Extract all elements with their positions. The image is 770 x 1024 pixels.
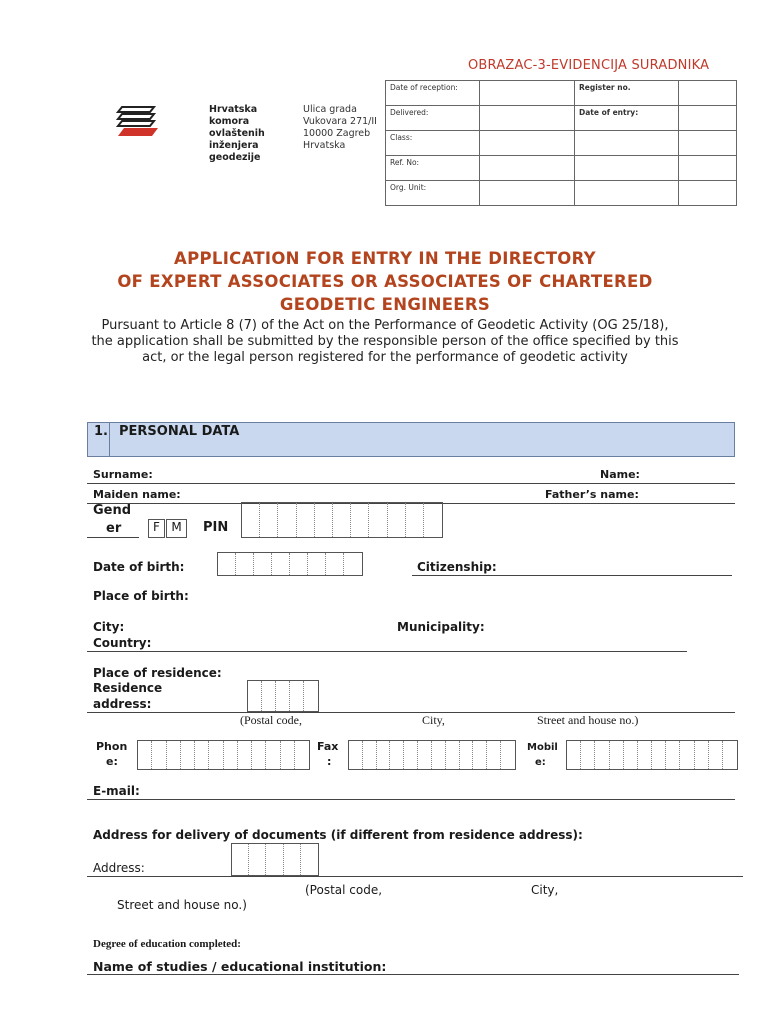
gender-m-option[interactable]: M (166, 519, 187, 538)
delivery-address-heading: Address for delivery of documents (if different from residence address): (93, 828, 583, 842)
postal-code-hint-2: (Postal code, (305, 883, 383, 897)
country-label: Country: (93, 636, 152, 650)
section-title: PERSONAL DATA (119, 424, 240, 439)
org-address-line: Ulica grada (303, 104, 357, 115)
chamber-logo-icon (116, 103, 160, 137)
reg-label: Date of reception: (386, 81, 480, 106)
residence-postal-code-input[interactable] (247, 680, 319, 712)
reg-delivered-field[interactable] (480, 106, 575, 131)
mobile-label-a: Mobil (527, 742, 558, 753)
studies-label: Name of studies / educational institution: (93, 959, 387, 974)
delivery-address-line[interactable] (87, 876, 743, 877)
reg-ref-field[interactable] (480, 156, 575, 181)
reg-label: Ref. No: (386, 156, 480, 181)
mobile-input[interactable] (566, 740, 738, 770)
gender-label-b: er (106, 521, 122, 536)
email-line[interactable] (87, 799, 735, 800)
delivery-postal-code-input[interactable] (231, 843, 319, 876)
form-code: OBRAZAC-3-EVIDENCIJA SURADNIKA (468, 58, 710, 73)
postal-code-hint: (Postal code, (240, 713, 302, 727)
city-label: City: (93, 620, 125, 634)
reg-register-no-field[interactable] (679, 81, 737, 106)
fax-label-a: Fax (317, 740, 339, 753)
reg-cell[interactable] (679, 131, 737, 156)
reg-date-reception-field[interactable] (480, 81, 575, 106)
org-address-line: Vukovara 271/II (303, 116, 377, 127)
pin-label: PIN (203, 520, 229, 535)
phone-label-b: e: (106, 755, 118, 768)
org-address-line: 10000 Zagreb (303, 128, 371, 139)
org-name-line: komora (209, 116, 250, 127)
place-of-birth-line[interactable] (87, 651, 687, 652)
street-hint: Street and house no.) (537, 713, 639, 727)
reg-cell[interactable] (679, 181, 737, 206)
org-address (303, 104, 377, 152)
email-label: E-mail: (93, 784, 140, 798)
section-number: 1. (88, 423, 110, 456)
title-line: APPLICATION FOR ENTRY IN THE DIRECTORY (174, 249, 596, 268)
fax-input[interactable] (348, 740, 516, 770)
title-line: GEODETIC ENGINEERS (279, 295, 491, 314)
document-title (0, 247, 770, 316)
reg-label: Date of entry: (575, 106, 679, 131)
municipality-label: Municipality: (397, 620, 485, 634)
fathers-name-label: Father’s name: (545, 488, 639, 501)
org-name-line: geodezije (209, 152, 261, 163)
city-hint: City, (422, 713, 445, 727)
city-hint-2: City, (531, 883, 559, 897)
studies-line[interactable] (87, 974, 739, 975)
intro-paragraph: Pursuant to Article 8 (7) of the Act on the Performance of Geodetic Activity (OG 25/18), the application shall be submitted by the responsible person of the office specified by this act, or the legal person registered for the performance of geodetic activity (91, 318, 679, 365)
reg-cell[interactable] (575, 131, 679, 156)
reg-label: Register no. (575, 81, 679, 106)
fax-label-b: : (327, 755, 332, 768)
phone-label-a: Phon (96, 740, 128, 753)
citizenship-line[interactable] (412, 575, 732, 576)
residence-address-label-a: Residence (93, 681, 163, 695)
reg-label: Delivered: (386, 106, 480, 131)
reg-org-unit-field[interactable] (480, 181, 575, 206)
pin-input[interactable] (241, 502, 443, 538)
org-address-line: Hrvatska (303, 140, 346, 151)
surname-name-line[interactable] (87, 483, 735, 484)
org-name-line: Hrvatska (209, 104, 258, 115)
street-hint-2: Street and house no.) (117, 898, 247, 912)
org-name-line: ovlaštenih (209, 128, 265, 139)
surname-label: Surname: (93, 468, 153, 481)
date-of-birth-label: Date of birth: (93, 560, 185, 574)
address-label: Address: (93, 861, 145, 875)
phone-input[interactable] (137, 740, 310, 770)
reg-label: Org. Unit: (386, 181, 480, 206)
place-of-residence-label: Place of residence: (93, 666, 222, 680)
reg-label: Class: (386, 131, 480, 156)
registration-table (385, 80, 737, 206)
reg-class-field[interactable] (480, 131, 575, 156)
section-header (87, 422, 735, 457)
gender-label-a: Gend (93, 503, 132, 518)
name-label: Name: (600, 468, 640, 481)
residence-address-label-b: address: (93, 697, 152, 711)
education-label: Degree of education completed: (93, 938, 241, 950)
org-name (209, 104, 265, 164)
citizenship-label: Citizenship: (417, 560, 497, 574)
date-of-birth-input[interactable] (217, 552, 363, 576)
reg-cell[interactable] (679, 156, 737, 181)
gender-underline (87, 537, 139, 538)
reg-date-entry-field[interactable] (679, 106, 737, 131)
reg-cell[interactable] (575, 181, 679, 206)
org-name-line: inženjera (209, 140, 259, 151)
reg-cell[interactable] (575, 156, 679, 181)
maiden-name-label: Maiden name: (93, 488, 181, 501)
mobile-label-b: e: (535, 757, 546, 768)
gender-f-option[interactable]: F (148, 519, 165, 538)
place-of-birth-label: Place of birth: (93, 589, 189, 603)
title-line: OF EXPERT ASSOCIATES OR ASSOCIATES OF CHARTERED (117, 272, 653, 291)
